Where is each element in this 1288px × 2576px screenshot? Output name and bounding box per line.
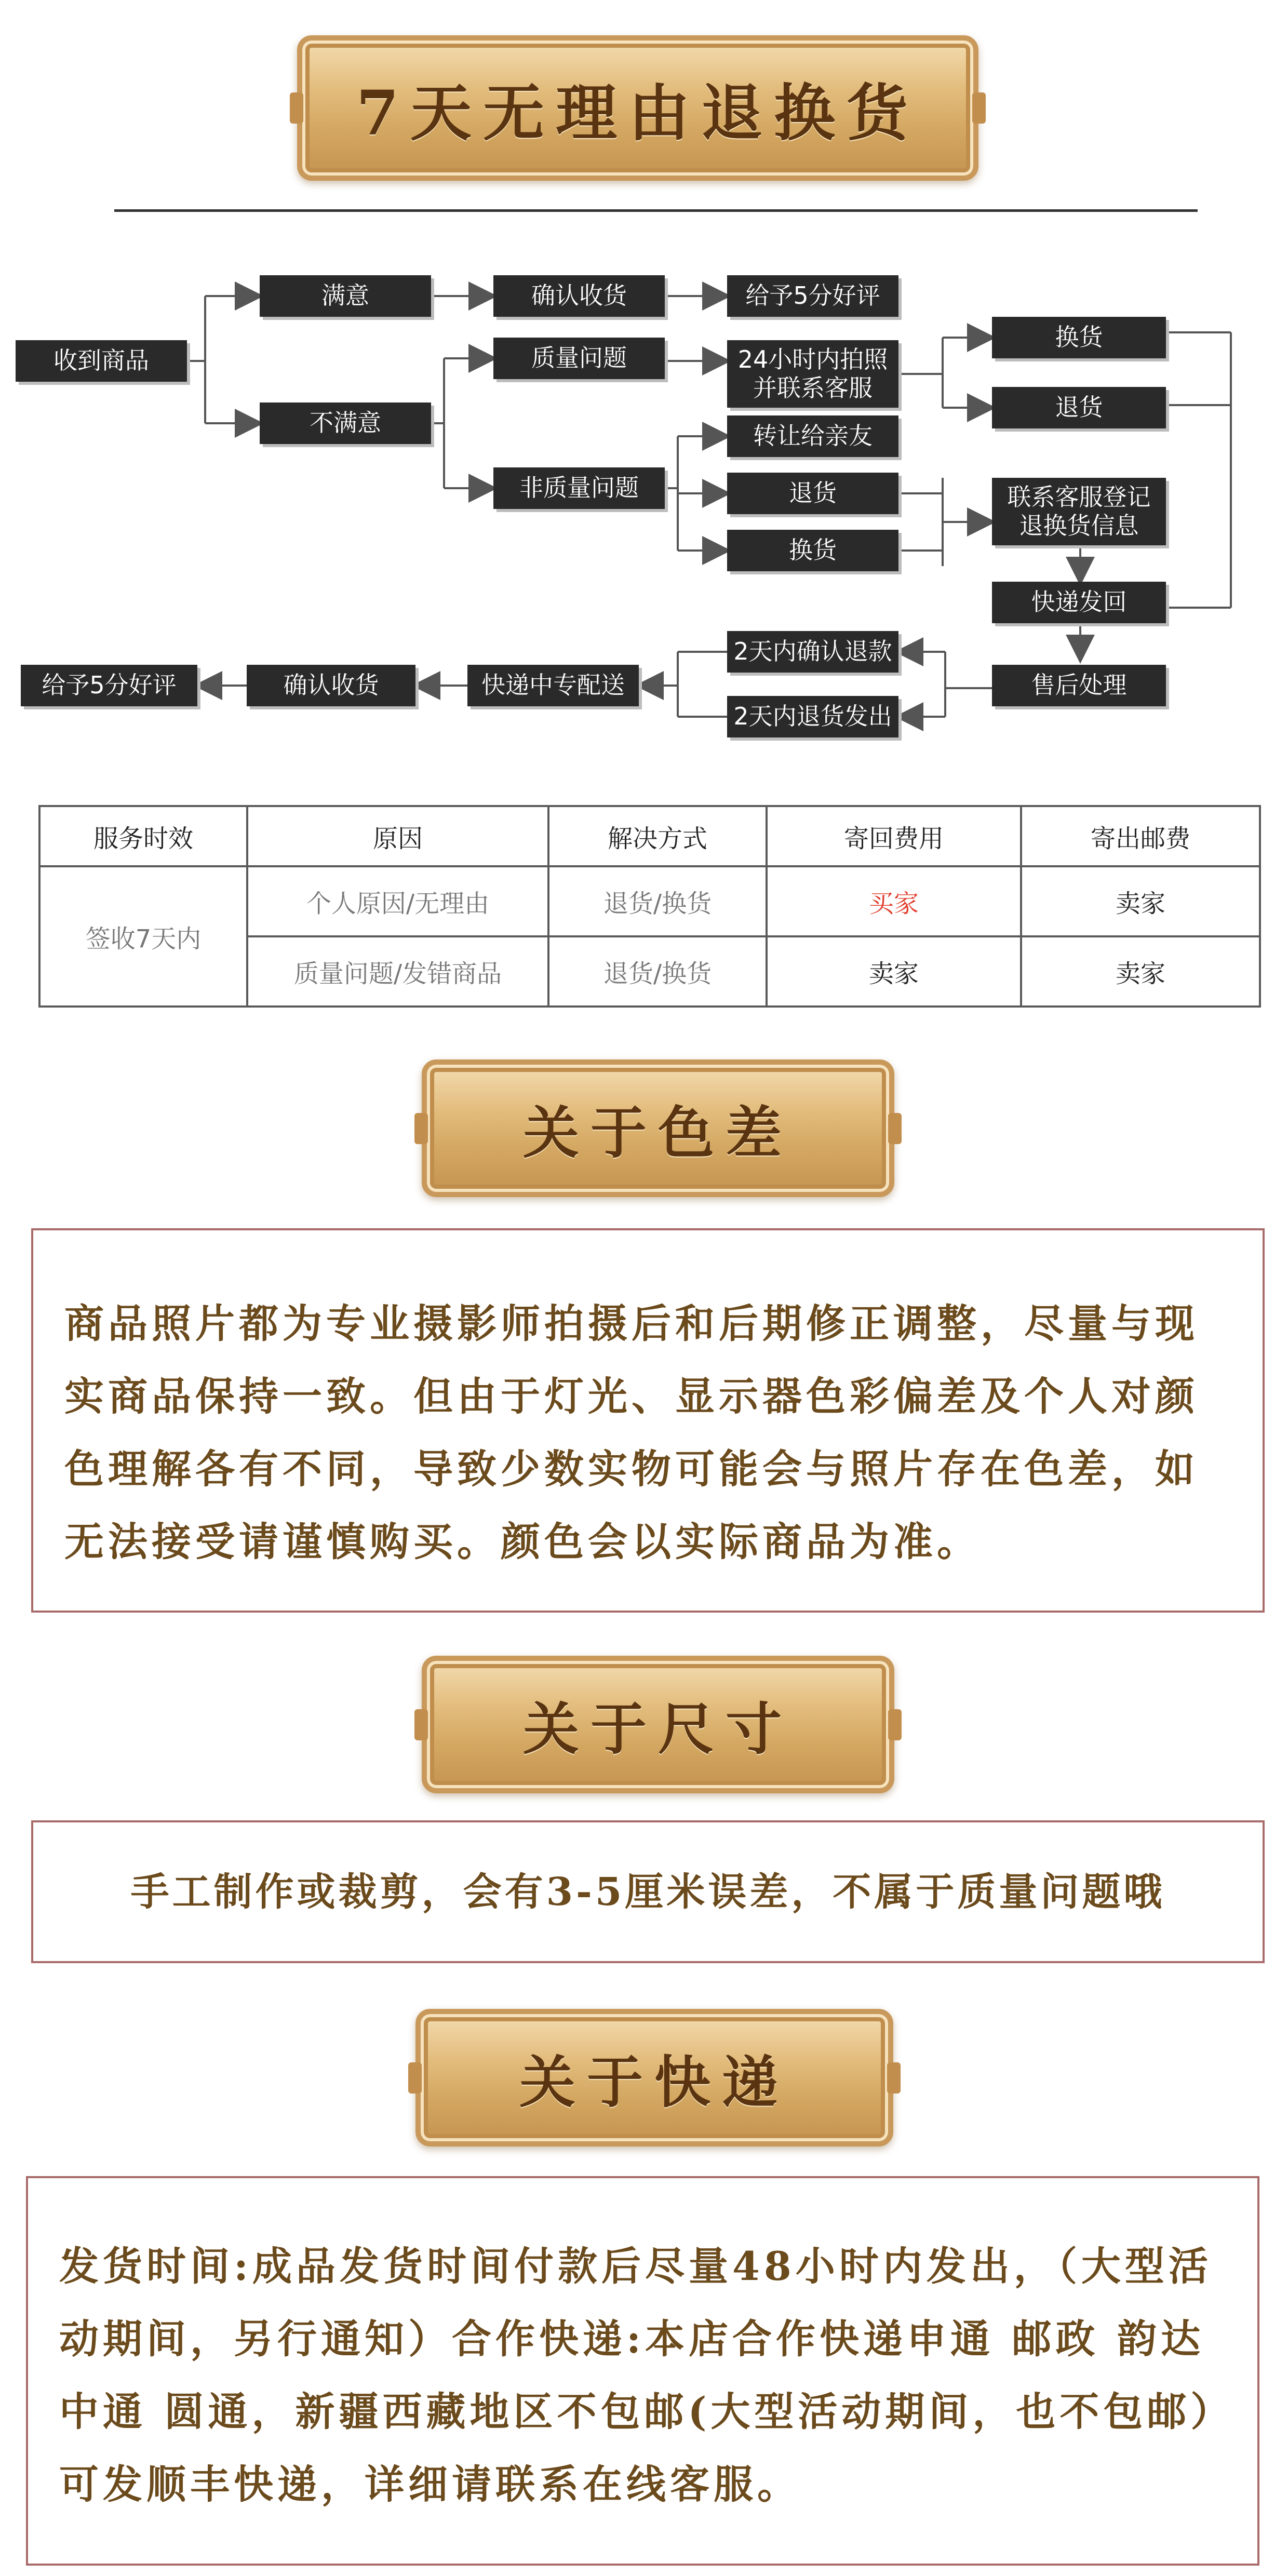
table-cell-highlight: 买家: [767, 866, 1021, 936]
flow-node-express-back: 快递发回: [992, 582, 1166, 623]
flow-node-after-sales: 售后处理: [992, 665, 1166, 706]
flow-node-receive: 收到商品: [16, 340, 187, 382]
size-note-box: [31, 1820, 1265, 1963]
returns-title: 7天无理由退换货: [356, 77, 920, 149]
flow-node-quality-issue: 质量问题: [493, 338, 665, 379]
divider-line: [114, 209, 1198, 212]
table-cell: 卖家: [1021, 866, 1260, 936]
flow-node-ship-2days: 2天内退货发出: [727, 696, 898, 737]
flow-node-non-quality-issue: 非质量问题: [493, 467, 665, 509]
flow-node-contact-register: 联系客服登记退换货信息: [992, 478, 1166, 545]
flow-node-exchange-right: 换货: [992, 317, 1166, 358]
flow-node-unsatisfied: 不满意: [260, 403, 431, 444]
flow-node-confirm-receipt-bottom: 确认收货: [247, 665, 415, 706]
table-header-cell: 寄回费用: [767, 806, 1021, 866]
returns-title-banner: [297, 35, 978, 181]
flow-node-photo-contact: 24小时内拍照并联系客服: [727, 340, 898, 408]
color-note-text: 商品照片都为专业摄影师拍摄后和后期修正调整，尽量与现实商品保持一致。但由于灯光、显示器色彩偏差及个人对颜色理解各有不同，导致少数实物可能会与照片存在色差，如无法接受请谨慎购买。颜色会以实际商品为准。: [64, 1300, 1199, 1565]
shipping-note-box: [26, 2176, 1259, 2566]
color-title-banner: [422, 1059, 894, 1197]
shipping-title-banner: [415, 2009, 893, 2146]
flow-node-satisfied: 满意: [260, 275, 431, 317]
table-header-row: [39, 806, 1260, 866]
flow-node-exchange-mid: 换货: [727, 530, 898, 571]
table-cell-period: 签收7天内: [39, 866, 247, 1007]
color-note-box: [31, 1228, 1265, 1613]
flow-node-good-review-bottom: 给予5分好评: [21, 665, 197, 706]
table-cell: 卖家: [1021, 936, 1260, 1007]
table-cell: 退货/换货: [548, 936, 767, 1007]
flow-node-transfer-friend: 转让给亲友: [727, 415, 898, 457]
shipping-note-text: 发货时间:成品发货时间付款后尽量48小时内发出，（大型活动期间，另行通知）合作快递:本店合作快递申通 邮政 韵达 中通 圆通，新疆西藏地区不包邮(大型活动期间，也不包邮）可发顺丰快递，详细请联系在线客服。: [59, 2243, 1215, 2507]
size-title-banner: [422, 1656, 894, 1793]
size-title: 关于尺寸: [522, 1697, 793, 1762]
table-cell: 质量问题/发错商品: [247, 936, 548, 1007]
flow-node-return-right: 退货: [992, 387, 1166, 428]
flow-node-good-review-top: 给予5分好评: [727, 275, 898, 317]
color-title: 关于色差: [522, 1101, 793, 1166]
shipping-title: 关于快递: [519, 2050, 789, 2115]
flow-node-confirm-receipt-top: 确认收货: [493, 275, 665, 317]
table-header-cell: 原因: [247, 806, 548, 866]
table-row: [39, 866, 1260, 936]
table-header-cell: 解决方式: [548, 806, 767, 866]
table-cell: 卖家: [767, 936, 1021, 1007]
flow-node-transit: 快递中专配送: [467, 665, 639, 706]
flow-node-refund-2days: 2天内确认退款: [727, 631, 898, 673]
return-policy-table: [38, 805, 1261, 1008]
table-header-cell: 寄出邮费: [1021, 806, 1260, 866]
table-cell: 退货/换货: [548, 866, 767, 936]
size-note-text: 手工制作或裁剪，会有3-5厘米误差，不属于质量问题哦: [130, 1869, 1165, 1914]
table-header-cell: 服务时效: [39, 806, 247, 866]
table-cell: 个人原因/无理由: [247, 866, 548, 936]
flow-node-return-mid: 退货: [727, 473, 898, 514]
